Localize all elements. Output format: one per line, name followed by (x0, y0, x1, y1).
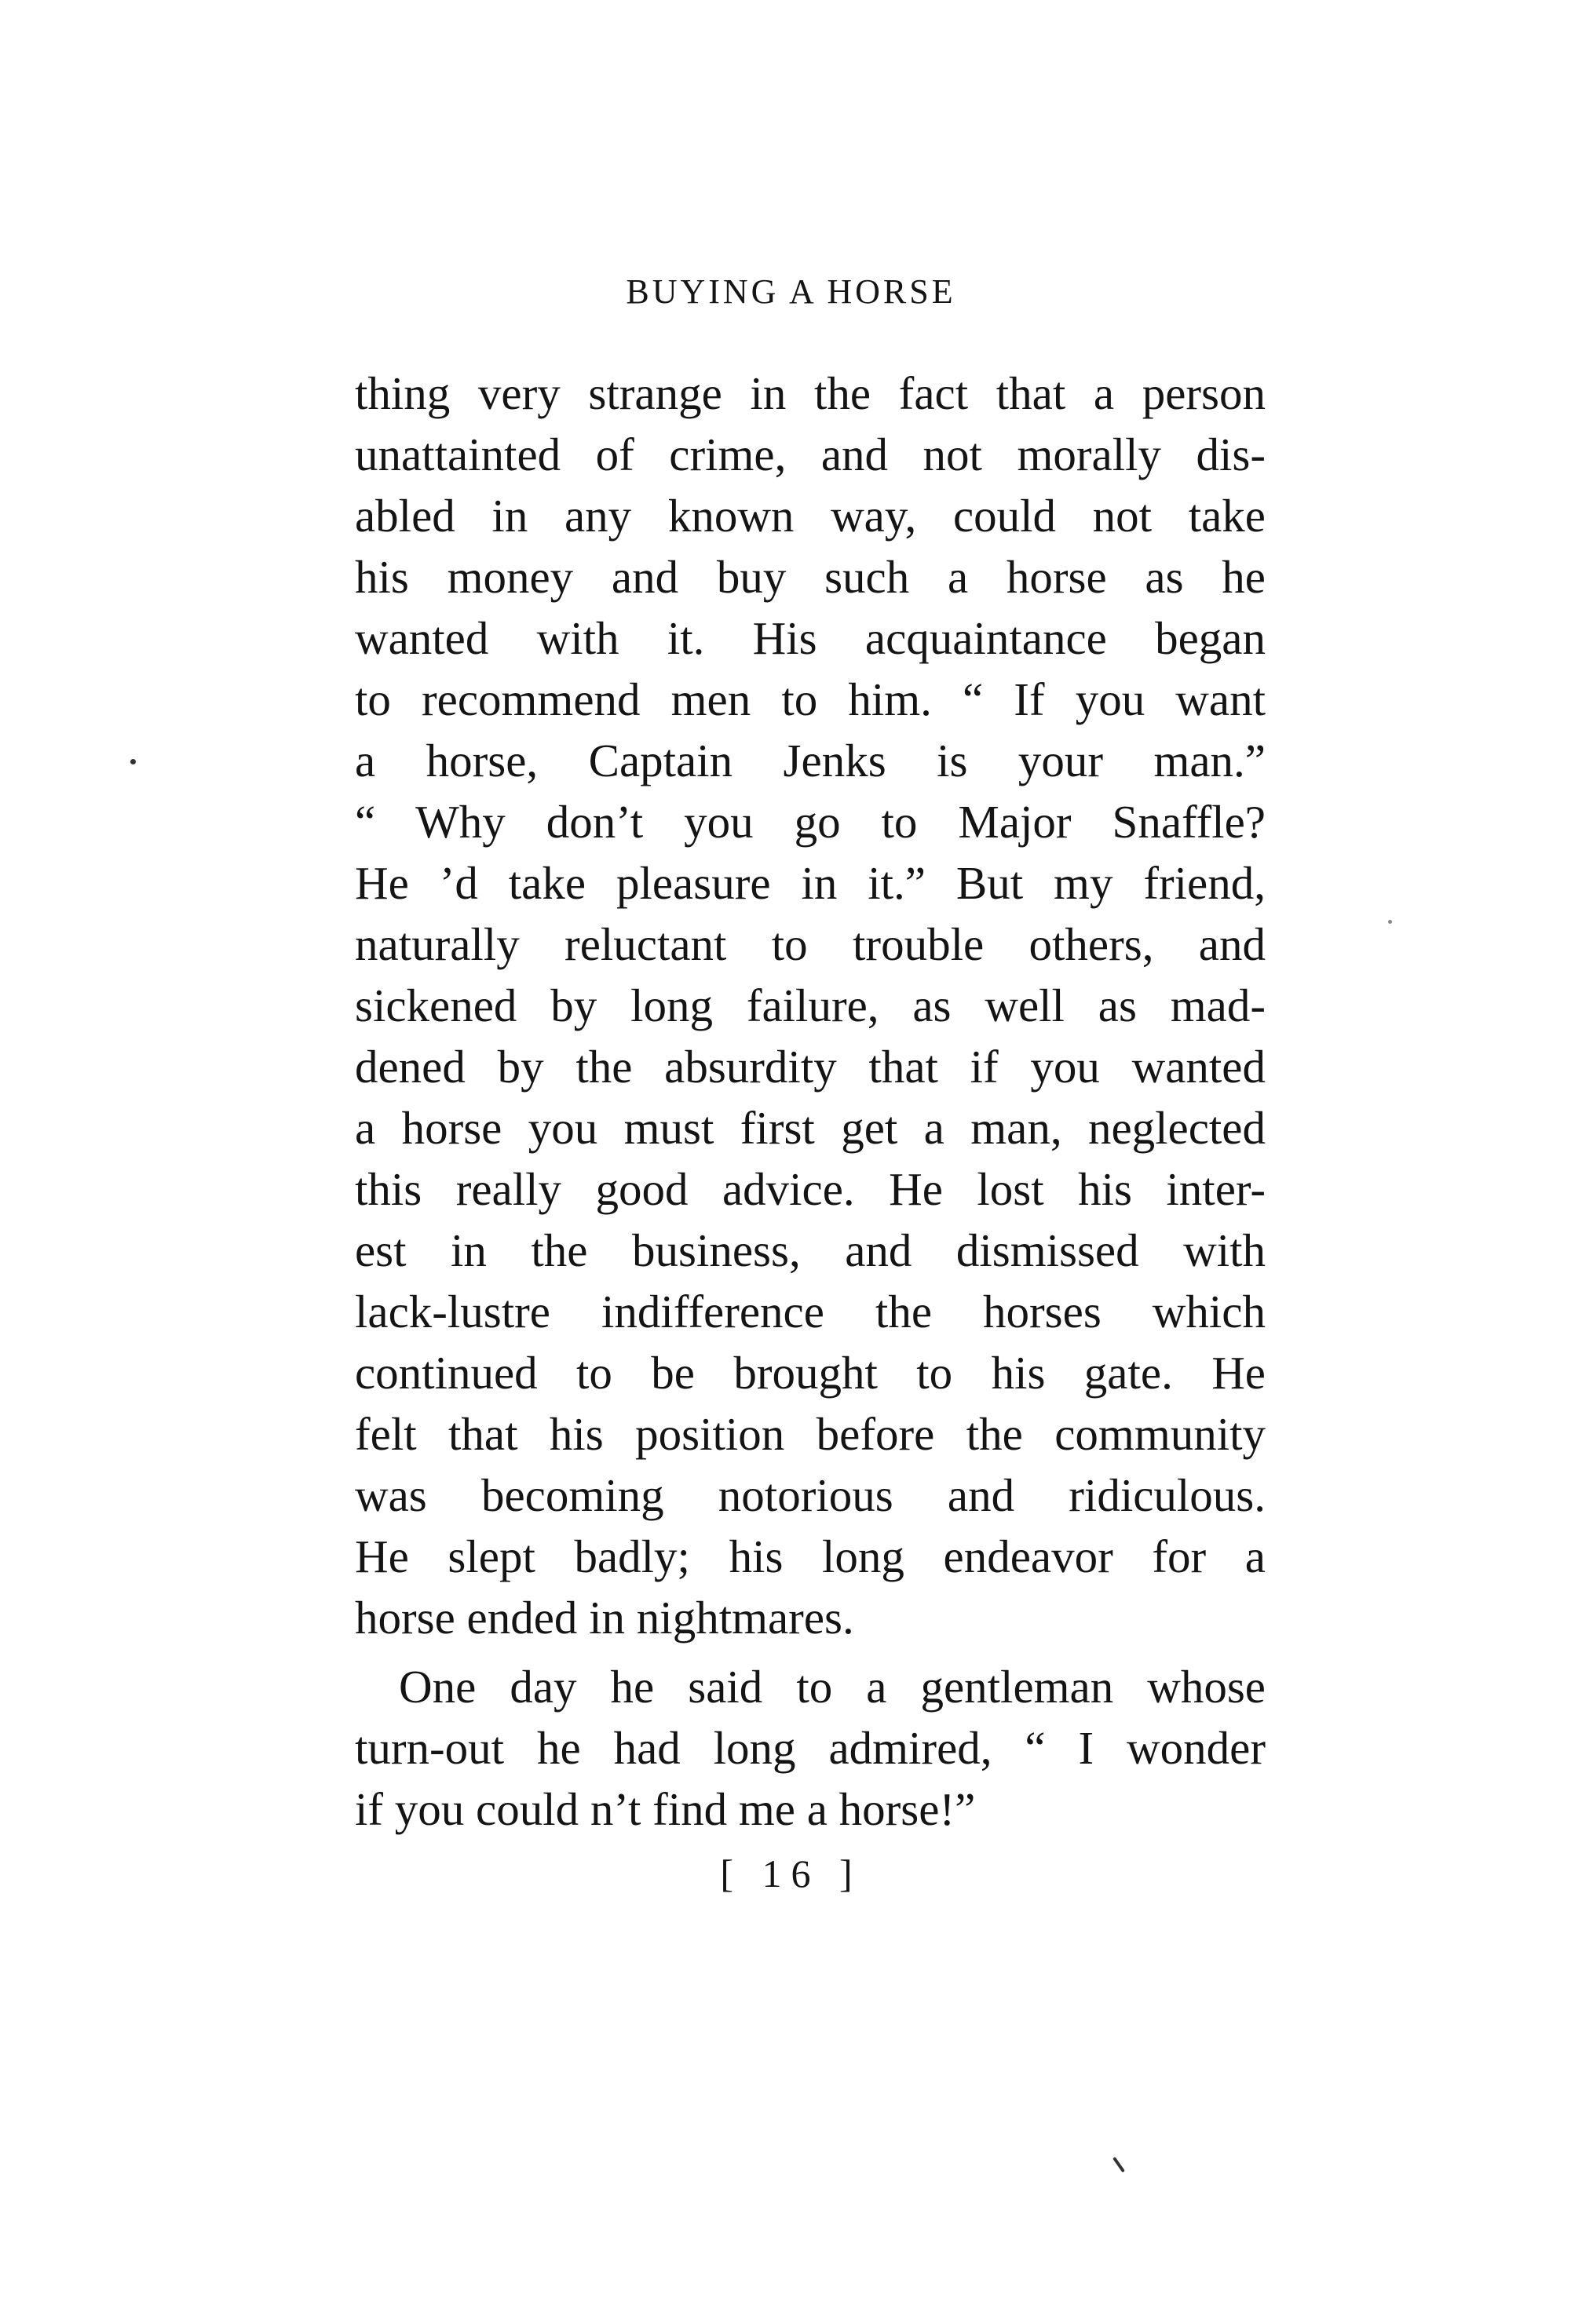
text-line: est in the business, and dismissed with (355, 1224, 1266, 1276)
text-line: this really good advice. He lost his inter- (355, 1163, 1266, 1215)
text-line: a horse, Captain Jenks is your man.” (355, 735, 1266, 786)
text-line: if you could n’t find me a horse!” (355, 1783, 976, 1835)
text-line: unattainted of crime, and not morally dis- (355, 429, 1266, 480)
text-line: to recommend men to him. “ If you want (355, 673, 1266, 725)
text-line: wanted with it. His acquaintance began (355, 612, 1266, 664)
text-line: turn-out he had long admired, “ I wonder (355, 1722, 1266, 1774)
text-line: One day he said to a gentleman whose (399, 1661, 1266, 1713)
page-number: [ 16 ] (720, 1852, 862, 1895)
running-head: BUYING A HORSE (626, 272, 956, 311)
text-line: “ Why don’t you go to Major Snaffle? (355, 796, 1266, 848)
text-line: felt that his position before the community (355, 1408, 1266, 1460)
text-line: horse ended in nightmares. (355, 1592, 854, 1644)
ink-mark (1113, 2157, 1125, 2173)
text-line: dened by the absurdity that if you wanted (355, 1041, 1266, 1093)
text-line: abled in any known way, could not take (355, 490, 1266, 542)
paragraph-2 (355, 1656, 1266, 1840)
ink-speck (130, 759, 136, 764)
text-line: a horse you must first get a man, neglected (355, 1102, 1266, 1154)
text-line: lack-lustre indifference the horses which (355, 1286, 1266, 1337)
text-line: thing very strange in the fact that a person (355, 367, 1266, 419)
text-line: naturally reluctant to trouble others, and (355, 918, 1266, 970)
text-line: continued to be brought to his gate. He (355, 1347, 1266, 1399)
text-line: He slept badly; his long endeavor for a (355, 1530, 1266, 1582)
text-line: sickened by long failure, as well as mad- (355, 980, 1266, 1031)
text-line: was becoming notorious and ridiculous. (355, 1469, 1266, 1521)
ink-speck (1388, 920, 1392, 924)
text-line: his money and buy such a horse as he (355, 551, 1266, 603)
paragraph-1 (355, 363, 1266, 1648)
body-text (355, 363, 1266, 1840)
text-line: He ’d take pleasure in it.” But my friend, (355, 857, 1266, 909)
